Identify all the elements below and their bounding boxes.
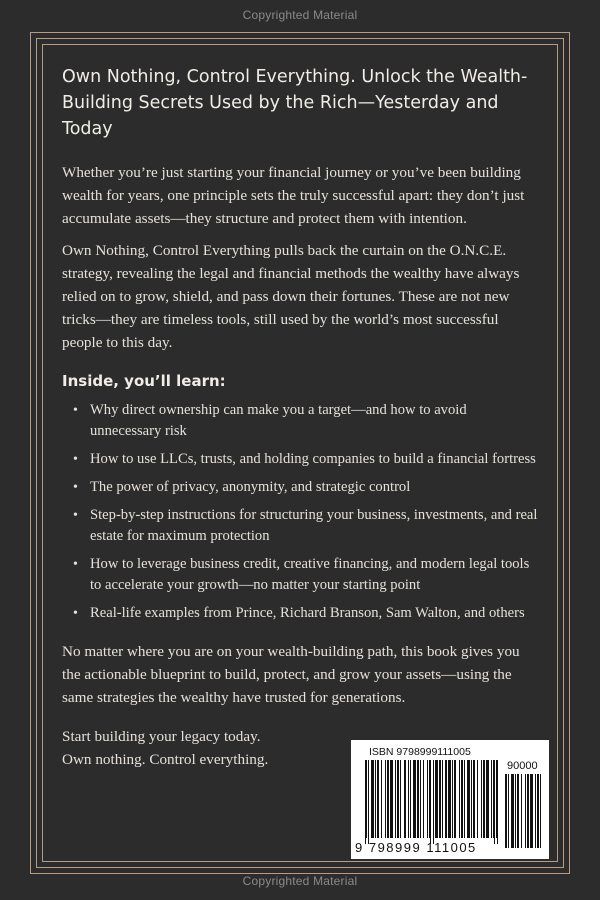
closing-line-1: Start building your legacy today. — [62, 728, 261, 745]
list-item — [62, 505, 538, 547]
barcode-bar — [377, 760, 379, 838]
isbn-digits: 9 798999 111005 — [355, 840, 477, 855]
inside-heading: Inside, you’ll learn: — [62, 372, 226, 390]
barcode-bar — [410, 760, 411, 838]
barcode-bar — [537, 774, 539, 848]
outro-paragraph: No matter where you are on your wealth-building path, this book gives you the actionable blueprint to build, protect, and grow your assets—using the same strategies the wealthy have trusted for generations. — [62, 643, 520, 706]
barcode-bar — [439, 760, 441, 838]
barcode-bar — [505, 774, 507, 848]
list-item-text: How to use LLCs, trusts, and holding companies to build a financial fortress — [90, 451, 536, 467]
bullet-icon: • — [73, 403, 78, 418]
barcode-bar — [525, 774, 526, 848]
barcode-bar — [417, 760, 419, 838]
barcode-box — [351, 740, 549, 859]
barcode-bar — [442, 760, 443, 838]
barcode-bar — [427, 760, 428, 838]
barcode-bar — [381, 760, 382, 838]
barcode-bar — [375, 760, 376, 838]
price-code: 90000 — [507, 760, 538, 772]
barcode-bar — [483, 760, 485, 838]
list-item-text: The power of privacy, anonymity, and strategic control — [90, 479, 411, 495]
barcode-bar — [413, 760, 416, 838]
bullet-icon: • — [73, 606, 78, 621]
barcode-bar — [486, 760, 489, 838]
barcode-bar — [423, 760, 424, 838]
list-item-text: How to leverage business credit, creative financing, and modern legal tools to accelerate your growth—no matter your starting point — [90, 556, 530, 593]
barcode-bar — [511, 774, 514, 848]
barcode-bar — [491, 760, 492, 838]
intro-paragraph-2: Own Nothing, Control Everything pulls back the curtain on the O.N.C.E. strategy, revealing the legal and financial methods the wealthy have always relied on to grow, shield, and pass down their fortunes. These are not new tricks—they are timeless tools, still used by the world’s most successful people to this day. — [62, 242, 520, 351]
barcode-guard-bar — [494, 760, 495, 844]
list-item — [62, 477, 538, 498]
barcode-bar — [471, 760, 472, 838]
barcode-bar — [387, 760, 389, 838]
barcode-bar — [404, 760, 406, 838]
barcode-guard-bar — [365, 760, 366, 844]
barcode-bar — [435, 760, 438, 838]
isbn-label: ISBN 9798999111005 — [369, 746, 471, 758]
barcode-bar — [408, 760, 409, 838]
bullet-icon: • — [73, 508, 78, 523]
barcode-guard-bar — [430, 760, 431, 844]
barcode-bar — [481, 760, 482, 838]
barcode-bar — [473, 760, 475, 838]
barcode-bar — [420, 760, 421, 838]
barcode-bar — [397, 760, 399, 838]
cover-text — [62, 64, 538, 771]
list-item-text: Real-life examples from Prince, Richard Branson, Sam Walton, and others — [90, 605, 525, 621]
bullet-icon: • — [73, 557, 78, 572]
barcode-bar — [527, 774, 529, 848]
watermark-bottom: Copyrighted Material — [242, 874, 358, 888]
barcode-bar — [461, 760, 463, 838]
list-item-text: Step-by-step instructions for structuring your business, investments, and real estate for maximum protection — [90, 507, 538, 544]
barcode-bar — [464, 760, 465, 838]
barcode-bar — [390, 760, 393, 838]
barcode-guard-bar — [433, 760, 434, 844]
barcode-guard-bar — [497, 760, 498, 844]
intro-paragraph-1: Whether you’re just starting your financial journey or you’ve been building wealth for years, one principle sets the truly successful apart: they don’t just accumulate assets—they structure and protect them with intention. — [62, 164, 525, 227]
barcode-bar — [535, 774, 536, 848]
barcode-bar — [467, 760, 470, 838]
barcode-bar — [448, 760, 451, 838]
closing-line-2: Own nothing. Control everything. — [62, 751, 269, 768]
barcode-bar — [454, 760, 456, 838]
barcode-bar — [459, 760, 460, 838]
barcode-bar — [445, 760, 447, 838]
list-item-text: Why direct ownership can make you a target—and how to avoid unnecessary risk — [90, 402, 467, 439]
barcode-bar — [521, 774, 522, 848]
list-item — [62, 603, 538, 624]
barcode-bar — [452, 760, 453, 838]
barcode-bar — [496, 760, 497, 838]
barcode-bar — [540, 774, 541, 848]
barcode-bar — [530, 774, 533, 848]
bullet-icon: • — [73, 480, 78, 495]
list-item — [62, 400, 538, 442]
barcode-guard-bar — [368, 760, 369, 844]
barcode-bar — [395, 760, 396, 838]
headline: Own Nothing, Control Everything. Unlock the Wealth-Building Secrets Used by the Rich—Yesterday and Today — [62, 67, 528, 139]
barcode-bar — [477, 760, 478, 838]
barcode-bar — [400, 760, 401, 838]
learning-list — [62, 400, 538, 624]
barcode-bar — [515, 774, 516, 848]
barcode-bar — [385, 760, 386, 838]
watermark-top: Copyrighted Material — [242, 8, 358, 22]
barcode-bar — [508, 774, 509, 848]
barcode-bar — [371, 760, 374, 838]
list-item — [62, 449, 538, 470]
bullet-icon: • — [73, 452, 78, 467]
list-item — [62, 554, 538, 596]
barcode-bar — [517, 774, 519, 848]
